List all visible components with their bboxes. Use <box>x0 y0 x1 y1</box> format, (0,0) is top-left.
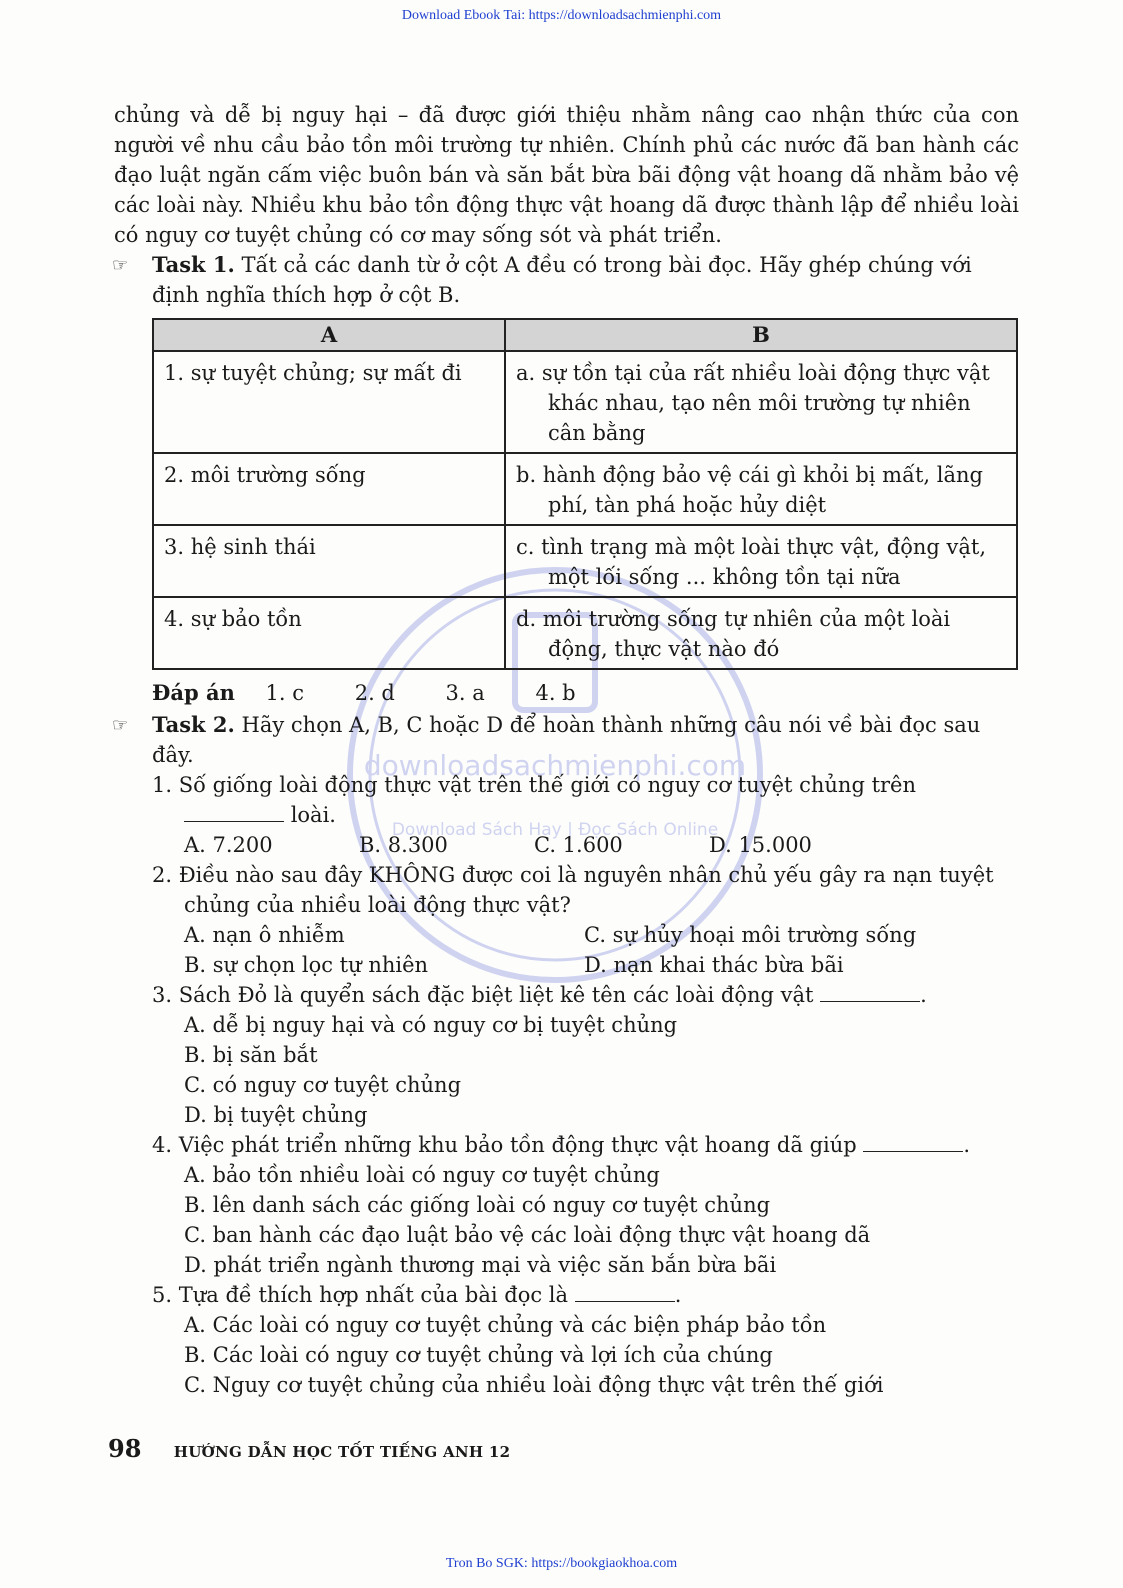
question-1 <box>152 770 1019 860</box>
page-number: 98 <box>108 1434 142 1463</box>
option: B. lên danh sách các giống loài có nguy cơ tuyệt chủng <box>184 1193 771 1217</box>
pointing-hand-icon: ☞ <box>112 715 129 736</box>
question-2 <box>152 860 1019 980</box>
answer-item: 4. b <box>535 681 576 705</box>
option: A. nạn ô nhiễm <box>184 923 345 947</box>
option: A. bảo tồn nhiều loài có nguy cơ tuyệt chủng <box>184 1163 660 1187</box>
option: C. sự hủy hoại môi trường sống <box>584 923 917 947</box>
cell-b: c. tình trạng mà một loài thực vật, động vật, một lối sống ... không tồn tại nữa <box>505 525 1017 597</box>
answer-label: Đáp án <box>152 680 235 705</box>
answer-blank <box>863 1131 963 1152</box>
question-4: 4. Việc phát triển những khu bảo tồn động thực vật hoang dã giúp . A. bảo tồn nhiều loài có nguy cơ tuyệt chủng B. lên danh sách các giống loài có nguy cơ tuyệt chủng C. ban hành các đạo luật bảo vệ các loài động thực vật hoang dã D. phát triển ngành thương mại và việc săn bắn bừa bãi <box>152 1130 1019 1280</box>
option: C. ban hành các đạo luật bảo vệ các loài động thực vật hoang dã <box>184 1223 871 1247</box>
task2-label: Task 2. <box>152 712 235 737</box>
cell-b: d. môi trường sống tự nhiên của một loài động, thực vật nào đó <box>505 597 1017 669</box>
option: A. dễ bị nguy hại và có nguy cơ bị tuyệt chủng <box>184 1013 678 1037</box>
matching-table <box>152 318 1018 670</box>
question-stem: 4. Việc phát triển những khu bảo tồn động thực vật hoang dã giúp <box>152 1133 857 1157</box>
question-3: 3. Sách Đỏ là quyển sách đặc biệt liệt kê tên các loài động vật . A. dễ bị nguy hại và có nguy cơ bị tuyệt chủng B. bị săn bắt C. có nguy cơ tuyệt chủng D. bị tuyệt chủng <box>152 980 1019 1130</box>
cell-a: 3. hệ sinh thái <box>153 525 505 597</box>
option: D. nạn khai thác bừa bãi <box>584 953 844 977</box>
intro-paragraph: chủng và dễ bị nguy hại – đã được giới thiệu nhằm nâng cao nhận thức của con người về nhu cầu bảo tồn môi trường tự nhiên. Chính phủ các nước đã ban hành các đạo luật ngăn cấm việc buôn bán và săn bắt bừa bãi động vật hoang dã nhằm bảo vệ các loài này. Nhiều khu bảo tồn động thực vật hoang dã được thành lập để nhiều loài có nguy cơ tuyệt chủng có cơ may sống sót và phát triển. <box>114 103 1019 247</box>
answer-key <box>152 678 1019 708</box>
task2-instruction: Hãy chọn A, B, C hoặc D để hoàn thành những câu nói về bài đọc sau đây. <box>152 713 981 767</box>
task1-heading <box>114 250 1019 310</box>
cell-a: 2. môi trường sống <box>153 453 505 525</box>
option: C. 1.600 <box>534 833 623 857</box>
task1-instruction: Tất cả các danh từ ở cột A đều có trong bài đọc. Hãy ghép chúng với định nghĩa thích hợp ở cột B. <box>152 253 972 307</box>
option: B. Các loài có nguy cơ tuyệt chủng và lợi ích của chúng <box>184 1343 773 1367</box>
page-footer <box>108 1434 510 1463</box>
option: C. có nguy cơ tuyệt chủng <box>184 1073 462 1097</box>
question-stem: 5. Tựa đề thích hợp nhất của bài đọc là <box>152 1283 569 1307</box>
question-stem: 2. Điều nào sau đây KHÔNG được coi là nguyên nhân chủ yếu gây ra nạn tuyệt chủng của nhiều loài động thực vật? <box>152 863 994 917</box>
book-title: HƯỚNG DẪN HỌC TỐT TIẾNG ANH 12 <box>173 1443 511 1461</box>
table-row <box>153 351 1017 453</box>
answer-item: 2. d <box>354 681 395 705</box>
option: D. bị tuyệt chủng <box>184 1103 368 1127</box>
header-download-link[interactable]: Download Ebook Tai: https://downloadsachmienphi.com <box>401 8 722 23</box>
answer-blank <box>820 981 920 1002</box>
question-stem-end: loài. <box>290 803 336 827</box>
answer-blank <box>575 1281 675 1302</box>
option: D. phát triển ngành thương mại và việc săn bắn bừa bãi <box>184 1253 777 1277</box>
watermark-text-1: downloadsachmienphi.com <box>363 749 747 782</box>
table-row <box>153 453 1017 525</box>
cell-a: 4. sự bảo tồn <box>153 597 505 669</box>
question-5: 5. Tựa đề thích hợp nhất của bài đọc là . A. Các loài có nguy cơ tuyệt chủng và các biện pháp bảo tồn B. Các loài có nguy cơ tuyệt chủng và lợi ích của chúng C. Nguy cơ tuyệt chủng của nhiều loài động thực vật trên thế giới <box>152 1280 1019 1400</box>
answer-item: 1. c <box>265 681 305 705</box>
task2-heading <box>114 710 1019 770</box>
table-row <box>153 525 1017 597</box>
option: C. Nguy cơ tuyệt chủng của nhiều loài động thực vật trên thế giới <box>184 1373 884 1397</box>
col-a-header: A <box>153 319 505 351</box>
page-content <box>114 100 1019 1400</box>
option: B. bị săn bắt <box>184 1043 318 1067</box>
footer-sgk-link[interactable]: Tron Bo SGK: https://bookgiaokhoa.com <box>445 1556 678 1571</box>
option: D. 15.000 <box>709 833 812 857</box>
option: B. sự chọn lọc tự nhiên <box>184 953 429 977</box>
option: B. 8.300 <box>359 833 448 857</box>
table-row <box>153 597 1017 669</box>
cell-b: b. hành động bảo vệ cái gì khỏi bị mất, lãng phí, tàn phá hoặc hủy diệt <box>505 453 1017 525</box>
option: A. Các loài có nguy cơ tuyệt chủng và các biện pháp bảo tồn <box>184 1313 827 1337</box>
answer-item: 3. a <box>445 681 485 705</box>
cell-a: 1. sự tuyệt chủng; sự mất đi <box>153 351 505 453</box>
pointing-hand-icon: ☞ <box>112 255 129 276</box>
watermark-text-2: Download Sách Hay | Đọc Sách Online <box>391 820 719 840</box>
question-stem: 1. Số giống loài động thực vật trên thế giới có nguy cơ tuyệt chủng trên <box>152 773 916 797</box>
answer-blank <box>184 801 284 822</box>
option: A. 7.200 <box>184 833 273 857</box>
task1-label: Task 1. <box>152 252 235 277</box>
cell-b: a. sự tồn tại của rất nhiều loài động thực vật khác nhau, tạo nên môi trường tự nhiên cân bằng <box>505 351 1017 453</box>
question-stem: 3. Sách Đỏ là quyển sách đặc biệt liệt kê tên các loài động vật <box>152 983 814 1007</box>
col-b-header: B <box>505 319 1017 351</box>
